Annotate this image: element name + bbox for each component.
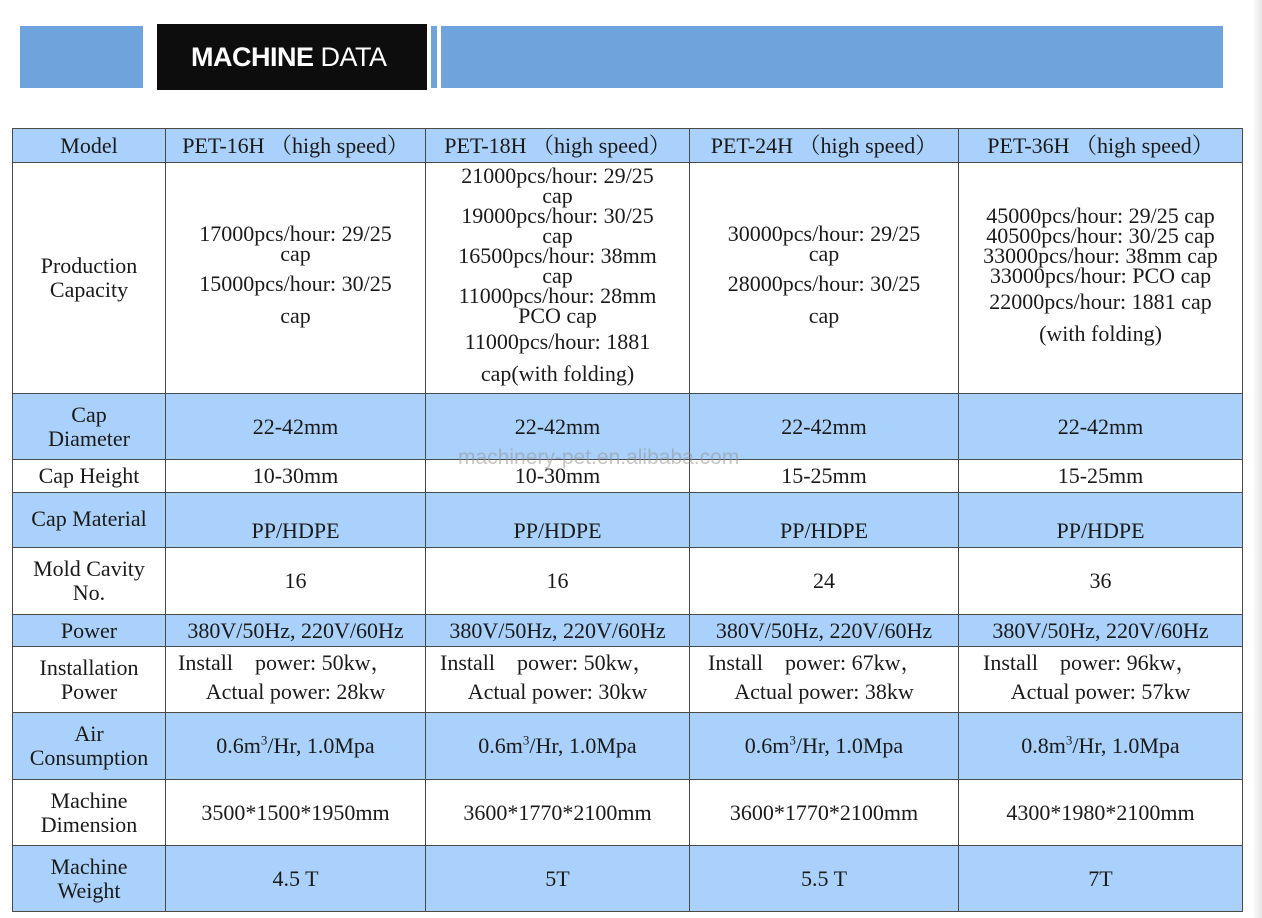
- cap-diameter-cell: 22-42mm: [166, 394, 426, 460]
- capacity-line: cap: [280, 241, 311, 266]
- install-power-line: Install power: 50kw，: [178, 650, 393, 675]
- install-power-line: Install power: 50kw，: [440, 650, 655, 675]
- table-row-machine-weight: [13, 846, 1243, 912]
- page-title-rest: DATA: [313, 42, 387, 72]
- table-row-machine-dimension: [13, 780, 1243, 846]
- label-line: Consumption: [29, 745, 149, 770]
- install-power-line: Install power: 67kw，: [708, 650, 923, 675]
- table-row-mold-cavity: [13, 548, 1243, 615]
- cap-diameter-cell: 22-42mm: [690, 394, 959, 460]
- cap-height-cell: 10-30mm: [426, 460, 690, 493]
- table-row-cap-material: [13, 493, 1243, 548]
- table-row-power: [13, 615, 1243, 647]
- capacity-line: 33000pcs/hour: 38mm cap: [983, 243, 1218, 268]
- row-label-mold-cavity: [13, 548, 166, 615]
- cap-material-cell: PP/HDPE: [166, 493, 426, 548]
- capacity-line: 19000pcs/hour: 30/25: [461, 203, 654, 228]
- label-line: Production: [40, 253, 138, 278]
- air-consumption-cell: [959, 713, 1243, 780]
- capacity-line: cap: [280, 303, 311, 328]
- air-consumption-cell: [426, 713, 690, 780]
- label-line: No.: [72, 580, 106, 605]
- capacity-cell: [959, 163, 1243, 394]
- machine-dimension-cell: 3500*1500*1950mm: [166, 780, 426, 846]
- capacity-line: 22000pcs/hour: 1881 cap: [989, 289, 1212, 314]
- capacity-line: 45000pcs/hour: 29/25 cap: [986, 203, 1215, 228]
- header-band-left: [20, 26, 143, 88]
- air-unit-rest: /Hr, 1.0Mpa: [795, 733, 904, 758]
- label-line: Mold Cavity: [33, 556, 145, 581]
- air-amount: 0.8m: [1021, 733, 1066, 758]
- table-row-air-consumption: [13, 713, 1243, 780]
- air-unit-exponent: 3: [789, 732, 796, 748]
- table-row-production-capacity: [13, 163, 1243, 394]
- label-line: Weight: [57, 877, 121, 903]
- actual-power-line: Actual power: 38kw: [734, 679, 914, 704]
- actual-power-line: Actual power: 57kw: [1010, 679, 1191, 704]
- machine-dimension-cell: 3600*1770*2100mm: [426, 780, 690, 846]
- capacity-line: (with folding): [1039, 321, 1162, 346]
- cap-diameter-cell: 22-42mm: [959, 394, 1243, 460]
- label-line: Machine: [50, 787, 128, 813]
- model-cell: PET-18H （high speed）: [426, 129, 690, 163]
- mold-cavity-cell: 24: [690, 548, 959, 615]
- model-cell: PET-16H （high speed）: [166, 129, 426, 163]
- row-label-air-consumption: [13, 713, 166, 780]
- capacity-line: 16500pcs/hour: 38mm: [458, 243, 657, 268]
- row-label-cap-material: Cap Material: [13, 493, 166, 548]
- label-line: Installation: [39, 654, 139, 680]
- capacity-line: 15000pcs/hour: 30/25: [199, 271, 392, 296]
- cap-height-cell: 15-25mm: [959, 460, 1243, 493]
- capacity-line: 28000pcs/hour: 30/25: [727, 271, 921, 296]
- air-unit-exponent: 3: [1065, 732, 1073, 748]
- install-power-line: Install power: 96kw，: [983, 650, 1198, 675]
- label-line: Air: [74, 721, 104, 746]
- installation-power-cell: [959, 647, 1243, 713]
- label-line: Dimension: [40, 811, 138, 837]
- machine-weight-cell: 4.5 T: [166, 846, 426, 912]
- table-row-model: [13, 129, 1243, 163]
- page-edge-shadow: [1252, 0, 1262, 918]
- capacity-line: cap: [542, 223, 573, 248]
- cap-material-cell: PP/HDPE: [959, 493, 1243, 548]
- row-label-machine-dimension: [13, 780, 166, 846]
- cap-height-cell: 10-30mm: [166, 460, 426, 493]
- capacity-line: 21000pcs/hour: 29/25: [461, 163, 654, 188]
- cap-height-cell: 15-25mm: [690, 460, 959, 493]
- capacity-line: 33000pcs/hour: PCO cap: [989, 263, 1212, 288]
- capacity-line: cap: [542, 263, 573, 288]
- power-cell: 380V/50Hz, 220V/60Hz: [959, 615, 1243, 647]
- air-amount: 0.6m: [744, 733, 790, 758]
- table-row-installation-power: [13, 647, 1243, 713]
- air-amount: 0.6m: [478, 733, 523, 758]
- mold-cavity-cell: 16: [166, 548, 426, 615]
- air-amount: 0.6m: [216, 733, 261, 758]
- installation-power-cell: [166, 647, 426, 713]
- row-label-machine-weight: [13, 846, 166, 912]
- row-label-production-capacity: [13, 163, 166, 394]
- capacity-line: 11000pcs/hour: 28mm: [458, 283, 657, 308]
- capacity-line: 30000pcs/hour: 29/25: [727, 221, 921, 246]
- model-cell: PET-36H （high speed）: [959, 129, 1243, 163]
- actual-power-line: Actual power: 30kw: [467, 679, 648, 704]
- air-unit-rest: /Hr, 1.0Mpa: [529, 733, 637, 758]
- row-label-model: Model: [13, 129, 166, 163]
- row-label-cap-diameter: [13, 394, 166, 460]
- capacity-cell: [690, 163, 959, 394]
- label-line: Diameter: [48, 425, 130, 451]
- cap-material-cell: PP/HDPE: [690, 493, 959, 548]
- power-cell: 380V/50Hz, 220V/60Hz: [166, 615, 426, 647]
- capacity-line: cap: [808, 241, 840, 266]
- mold-cavity-cell: 36: [959, 548, 1243, 615]
- air-unit-rest: /Hr, 1.0Mpa: [1072, 733, 1180, 758]
- capacity-line: 17000pcs/hour: 29/25: [199, 221, 392, 246]
- capacity-line: cap: [808, 303, 840, 328]
- label-line: Cap: [71, 401, 107, 427]
- page-title-bold: MACHINE: [191, 42, 314, 72]
- table-row-cap-diameter: [13, 394, 1243, 460]
- capacity-line: cap: [542, 183, 573, 208]
- table-row-cap-height: [13, 460, 1243, 493]
- mold-cavity-cell: 16: [426, 548, 690, 615]
- label-line: Power: [60, 678, 118, 704]
- air-unit-exponent: 3: [260, 732, 268, 748]
- cap-material-cell: PP/HDPE: [426, 493, 690, 548]
- row-label-power: Power: [13, 615, 166, 647]
- row-label-cap-height: Cap Height: [13, 460, 166, 493]
- label-line: Machine: [50, 853, 128, 879]
- capacity-line: PCO cap: [518, 303, 597, 328]
- capacity-cell: [166, 163, 426, 394]
- capacity-line: cap(with folding): [480, 361, 635, 386]
- installation-power-cell: [690, 647, 959, 713]
- label-line: Capacity: [49, 277, 129, 302]
- machine-dimension-cell: 3600*1770*2100mm: [690, 780, 959, 846]
- power-cell: 380V/50Hz, 220V/60Hz: [690, 615, 959, 647]
- page-title: [157, 24, 427, 90]
- header-band-right: [441, 26, 1223, 88]
- air-unit-exponent: 3: [522, 732, 530, 748]
- machine-weight-cell: 5T: [426, 846, 690, 912]
- machine-weight-cell: 5.5 T: [690, 846, 959, 912]
- capacity-line: 40500pcs/hour: 30/25 cap: [986, 223, 1215, 248]
- air-consumption-cell: [690, 713, 959, 780]
- power-cell: 380V/50Hz, 220V/60Hz: [426, 615, 690, 647]
- installation-power-cell: [426, 647, 690, 713]
- watermark: machinery-pet.en.alibaba.com: [458, 446, 740, 469]
- header-band-divider: [431, 26, 437, 88]
- row-label-installation-power: [13, 647, 166, 713]
- model-cell: PET-24H （high speed）: [690, 129, 959, 163]
- machine-dimension-cell: 4300*1980*2100mm: [959, 780, 1243, 846]
- cap-diameter-cell: 22-42mm: [426, 394, 690, 460]
- capacity-line: 11000pcs/hour: 1881: [464, 329, 651, 354]
- air-consumption-cell: [166, 713, 426, 780]
- capacity-cell: [426, 163, 690, 394]
- air-unit-rest: /Hr, 1.0Mpa: [267, 733, 375, 758]
- machine-data-table: [12, 128, 1243, 912]
- actual-power-line: Actual power: 28kw: [205, 679, 386, 704]
- machine-weight-cell: 7T: [959, 846, 1243, 912]
